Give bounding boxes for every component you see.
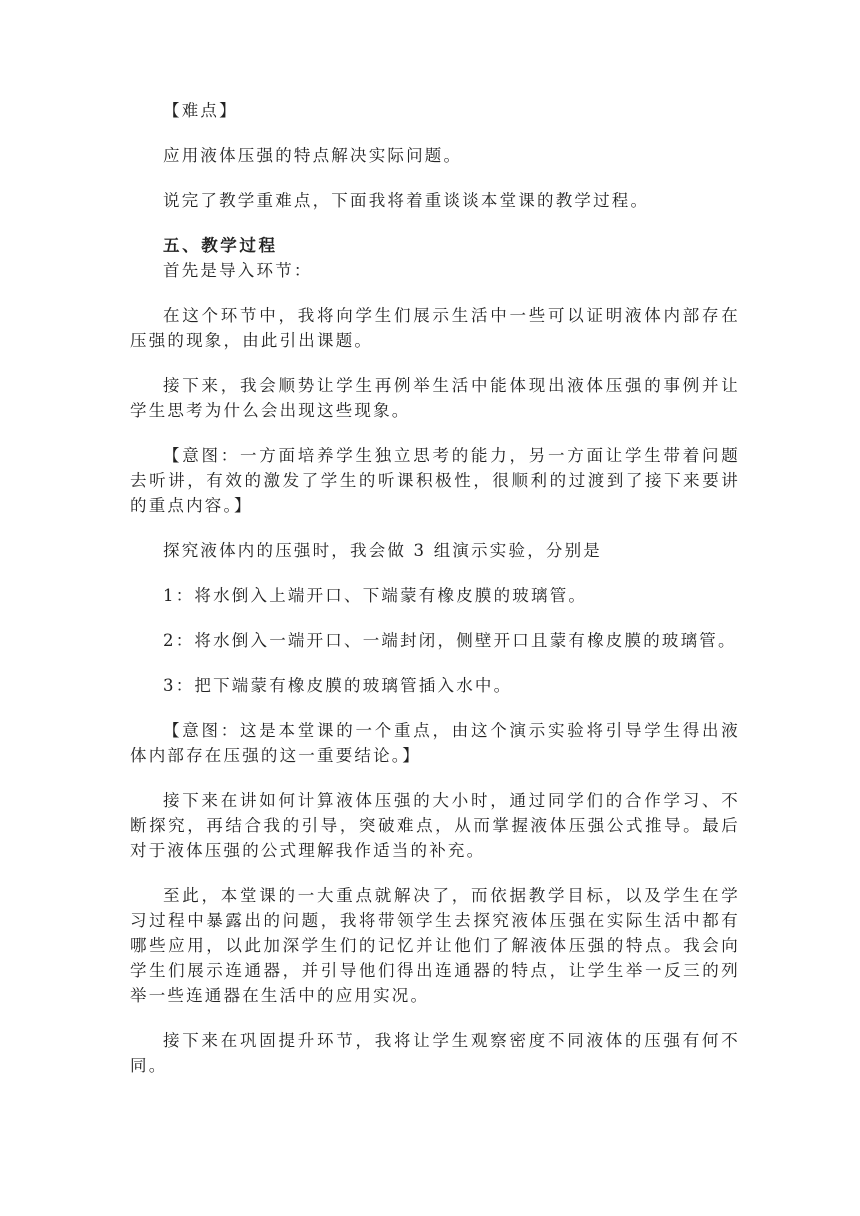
paragraph-pressure-calculation: 接下来在讲如何计算液体压强的大小时，通过同学们的合作学习、不断探究，再结合我的引导，突破难点，从而掌握液体压强公式推导。最后对于液体压强的公式理解我作适当的补充。 — [130, 791, 740, 860]
paragraph-examples: 接下来，我会顺势让学生再例举生活中能体现出液体压强的事例并让学生思考为什么会出现这些现象。 — [130, 376, 740, 420]
paragraph-experiment-2: 2：将水倒入一端开口、一端封闭，侧壁开口且蒙有橡皮膜的玻璃管。 — [163, 631, 737, 650]
paragraph-experiments-intro: 探究液体内的压强时，我会做 3 组演示实验，分别是 — [163, 541, 602, 560]
paragraph-intent-2: 【意图：这是本堂课的一个重点，由这个演示实验将引导学生得出液体内部存在压强的这一重要结论。】 — [130, 721, 740, 765]
section-heading-teaching-process: 五、教学过程 — [163, 236, 278, 255]
paragraph-difficulty-content: 应用液体压强的特点解决实际问题。 — [163, 146, 463, 165]
section-label-difficulty: 【难点】 — [163, 101, 238, 120]
paragraph-transition: 说完了教学重难点，下面我将着重谈谈本堂课的教学过程。 — [163, 191, 650, 210]
paragraph-intro-detail: 在这个环节中，我将向学生们展示生活中一些可以证明液体内部存在压强的现象，由此引出课题。 — [130, 306, 740, 350]
paragraph-consolidation: 接下来在巩固提升环节，我将让学生观察密度不同液体的压强有何不同。 — [130, 1031, 740, 1075]
paragraph-experiment-3: 3：把下端蒙有橡皮膜的玻璃管插入水中。 — [163, 676, 513, 695]
paragraph-intro-step: 首先是导入环节： — [163, 261, 313, 280]
paragraph-intent-1: 【意图：一方面培养学生独立思考的能力，另一方面让学生带着问题去听讲，有效的激发了学生的听课积极性，很顺利的过渡到了接下来要讲的重点内容。】 — [130, 446, 740, 515]
paragraph-applications: 至此，本堂课的一大重点就解决了，而依据教学目标，以及学生在学习过程中暴露出的问题，我将带领学生去探究液体压强在实际生活中都有哪些应用，以此加深学生们的记忆并让他们了解液体压强的特点。我会向学生们展示连通器，并引导他们得出连通器的特点，让学生举一反三的列举一些连通器在生活中的应用实况。 — [130, 886, 740, 1005]
document-page — [130, 98, 740, 1098]
paragraph-experiment-1: 1：将水倒入上端开口、下端蒙有橡皮膜的玻璃管。 — [163, 586, 588, 605]
